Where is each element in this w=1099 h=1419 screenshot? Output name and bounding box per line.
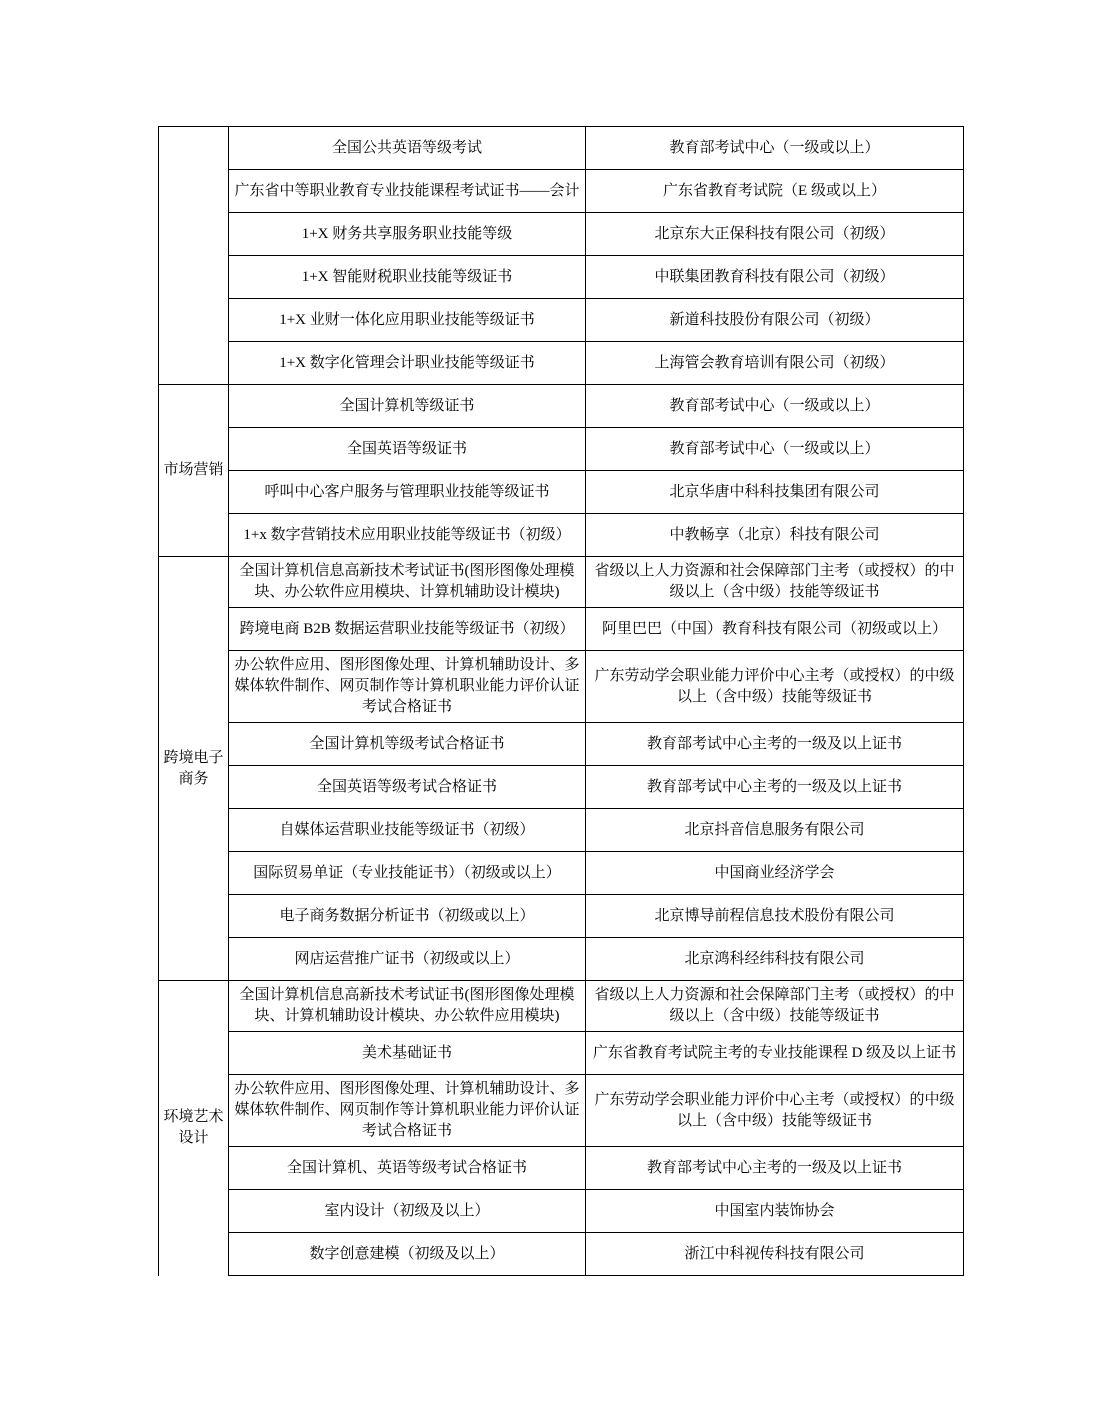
certificate-name-cell: 全国英语等级考试合格证书 xyxy=(229,766,586,809)
certificate-name-cell: 网店运营推广证书（初级或以上） xyxy=(229,938,586,981)
issuer-cell: 广东省教育考试院（E 级或以上） xyxy=(586,170,964,213)
table-row xyxy=(159,213,964,256)
table-row xyxy=(159,766,964,809)
table-row xyxy=(159,471,964,514)
certificate-name-cell: 国际贸易单证（专业技能证书）（初级或以上） xyxy=(229,852,586,895)
certificate-name-cell: 全国计算机、英语等级考试合格证书 xyxy=(229,1147,586,1190)
certificate-name-cell: 自媒体运营职业技能等级证书（初级） xyxy=(229,809,586,852)
certificate-name-cell: 全国计算机等级考试合格证书 xyxy=(229,723,586,766)
table-row xyxy=(159,1233,964,1276)
certificate-name-cell: 全国计算机信息高新技术考试证书(图形图像处理模块、计算机辅助设计模块、办公软件应用模块) xyxy=(229,981,586,1032)
issuer-cell: 北京抖音信息服务有限公司 xyxy=(586,809,964,852)
table-row xyxy=(159,852,964,895)
certificate-name-cell: 办公软件应用、图形图像处理、计算机辅助设计、多媒体软件制作、网页制作等计算机职业能力评价认证考试合格证书 xyxy=(229,1075,586,1147)
table-row xyxy=(159,1032,964,1075)
table-row xyxy=(159,809,964,852)
table-row xyxy=(159,608,964,651)
certificate-name-cell: 1+X 财务共享服务职业技能等级 xyxy=(229,213,586,256)
issuer-cell: 中教畅享（北京）科技有限公司 xyxy=(586,514,964,557)
table-row xyxy=(159,1075,964,1147)
table-row xyxy=(159,514,964,557)
certificate-name-cell: 全国英语等级证书 xyxy=(229,428,586,471)
issuer-cell: 北京鸿科经纬科技有限公司 xyxy=(586,938,964,981)
table-row xyxy=(159,428,964,471)
issuer-cell: 新道科技股份有限公司（初级） xyxy=(586,299,964,342)
certificate-name-cell: 广东省中等职业教育专业技能课程考试证书——会计 xyxy=(229,170,586,213)
issuer-cell: 广东劳动学会职业能力评价中心主考（或授权）的中级以上（含中级）技能等级证书 xyxy=(586,651,964,723)
issuer-cell: 省级以上人力资源和社会保障部门主考（或授权）的中级以上（含中级）技能等级证书 xyxy=(586,981,964,1032)
major-cell: 市场营销 xyxy=(159,385,229,557)
table-row xyxy=(159,938,964,981)
certificate-name-cell: 跨境电商 B2B 数据运营职业技能等级证书（初级） xyxy=(229,608,586,651)
issuer-cell: 教育部考试中心（一级或以上） xyxy=(586,127,964,170)
table-row xyxy=(159,342,964,385)
major-cell xyxy=(159,127,229,385)
issuer-cell: 北京华唐中科科技集团有限公司 xyxy=(586,471,964,514)
issuer-cell: 中国室内装饰协会 xyxy=(586,1190,964,1233)
issuer-cell: 教育部考试中心（一级或以上） xyxy=(586,428,964,471)
issuer-cell: 上海管会教育培训有限公司（初级） xyxy=(586,342,964,385)
issuer-cell: 北京东大正保科技有限公司（初级） xyxy=(586,213,964,256)
certificate-name-cell: 1+X 智能财税职业技能等级证书 xyxy=(229,256,586,299)
certificate-name-cell: 电子商务数据分析证书（初级或以上） xyxy=(229,895,586,938)
issuer-cell: 教育部考试中心主考的一级及以上证书 xyxy=(586,766,964,809)
certificate-table xyxy=(158,126,964,1276)
table-row xyxy=(159,981,964,1032)
table-row xyxy=(159,1190,964,1233)
table-row xyxy=(159,299,964,342)
certificate-table-body xyxy=(159,127,964,1276)
issuer-cell: 浙江中科视传科技有限公司 xyxy=(586,1233,964,1276)
certificate-name-cell: 1+X 业财一体化应用职业技能等级证书 xyxy=(229,299,586,342)
issuer-cell: 中国商业经济学会 xyxy=(586,852,964,895)
certificate-name-cell: 全国计算机等级证书 xyxy=(229,385,586,428)
table-row xyxy=(159,256,964,299)
major-cell: 环境艺术设计 xyxy=(159,981,229,1276)
certificate-name-cell: 呼叫中心客户服务与管理职业技能等级证书 xyxy=(229,471,586,514)
certificate-name-cell: 室内设计（初级及以上） xyxy=(229,1190,586,1233)
certificate-name-cell: 办公软件应用、图形图像处理、计算机辅助设计、多媒体软件制作、网页制作等计算机职业能力评价认证考试合格证书 xyxy=(229,651,586,723)
major-cell: 跨境电子商务 xyxy=(159,557,229,981)
table-row xyxy=(159,723,964,766)
table-row xyxy=(159,385,964,428)
table-row xyxy=(159,170,964,213)
certificate-name-cell: 1+x 数字营销技术应用职业技能等级证书（初级） xyxy=(229,514,586,557)
issuer-cell: 教育部考试中心（一级或以上） xyxy=(586,385,964,428)
certificate-name-cell: 全国公共英语等级考试 xyxy=(229,127,586,170)
table-row xyxy=(159,1147,964,1190)
certificate-name-cell: 美术基础证书 xyxy=(229,1032,586,1075)
table-row xyxy=(159,127,964,170)
issuer-cell: 省级以上人力资源和社会保障部门主考（或授权）的中级以上（含中级）技能等级证书 xyxy=(586,557,964,608)
issuer-cell: 广东劳动学会职业能力评价中心主考（或授权）的中级以上（含中级）技能等级证书 xyxy=(586,1075,964,1147)
table-row xyxy=(159,895,964,938)
issuer-cell: 中联集团教育科技有限公司（初级） xyxy=(586,256,964,299)
issuer-cell: 教育部考试中心主考的一级及以上证书 xyxy=(586,1147,964,1190)
issuer-cell: 教育部考试中心主考的一级及以上证书 xyxy=(586,723,964,766)
issuer-cell: 广东省教育考试院主考的专业技能课程 D 级及以上证书 xyxy=(586,1032,964,1075)
issuer-cell: 北京博导前程信息技术股份有限公司 xyxy=(586,895,964,938)
issuer-cell: 阿里巴巴（中国）教育科技有限公司（初级或以上） xyxy=(586,608,964,651)
table-row xyxy=(159,651,964,723)
certificate-name-cell: 1+X 数字化管理会计职业技能等级证书 xyxy=(229,342,586,385)
certificate-name-cell: 全国计算机信息高新技术考试证书(图形图像处理模块、办公软件应用模块、计算机辅助设计模块) xyxy=(229,557,586,608)
certificate-name-cell: 数字创意建模（初级及以上） xyxy=(229,1233,586,1276)
table-row xyxy=(159,557,964,608)
